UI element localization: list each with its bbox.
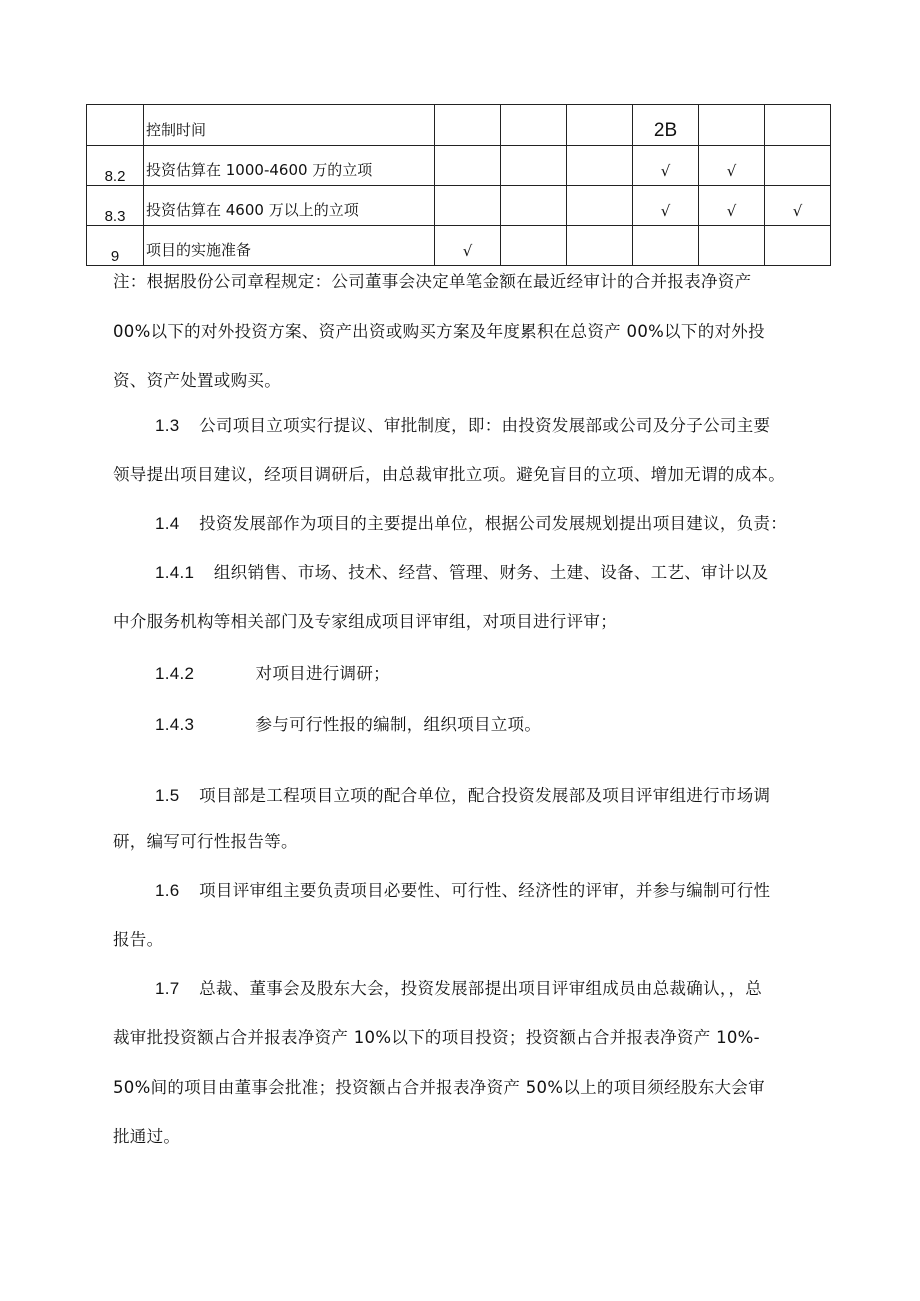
- section-number: 1.3: [155, 416, 180, 435]
- check-cell: √: [435, 226, 501, 266]
- section-1-7-line-4: 批通过。: [113, 1127, 181, 1146]
- note-line-1: 注：根据股份公司章程规定：公司董事会决定单笔金额在最近经审计的合并报表净资产: [113, 272, 752, 291]
- row-number: [87, 105, 144, 146]
- section-1-7-line-3: 50%间的项目由董事会批准；投资额占合并报表净资产 50%以上的项目须经股东大会审: [113, 1078, 765, 1097]
- table-cell: [501, 226, 567, 266]
- table-cell: [501, 186, 567, 226]
- table-cell: [699, 105, 765, 146]
- table-cell: [435, 186, 501, 226]
- table-cell: [765, 146, 831, 186]
- table-cell: [567, 146, 633, 186]
- table-cell: [567, 226, 633, 266]
- section-number: 1.4: [155, 514, 180, 533]
- section-number: 1.5: [155, 786, 180, 805]
- check-cell: √: [699, 146, 765, 186]
- section-1-7: [155, 975, 920, 999]
- row-number: 8.2: [87, 146, 144, 186]
- section-number: 1.4.2: [155, 664, 195, 683]
- row-item: 投资估算在 4600 万以上的立项: [144, 186, 435, 226]
- row-item: 投资估算在 1000-4600 万的立项: [144, 146, 435, 186]
- table-cell: [435, 105, 501, 146]
- section-text: 总裁、董事会及股东大会，投资发展部提出项目评审组成员由总裁确认，，总: [199, 979, 763, 998]
- section-1-6: [155, 877, 920, 901]
- table-row: [87, 226, 831, 266]
- section-1-4: [155, 510, 920, 534]
- section-text: 对项目进行调研；: [255, 664, 390, 683]
- section-1-3-line-2: 领导提出项目建议，经项目调研后，由总裁审批立项。避免盲目的立项、增加无谓的成本。: [113, 465, 785, 484]
- section-text: 项目评审组主要负责项目必要性、可行性、经济性的评审，并参与编制可行性: [199, 881, 771, 900]
- section-number: 1.4.1: [155, 563, 195, 582]
- section-text: 参与可行性报的编制，组织项目立项。: [255, 715, 542, 734]
- table-cell: [501, 146, 567, 186]
- table-cell: [765, 226, 831, 266]
- section-1-5-line-2: 研，编写可行性报告等。: [113, 832, 298, 851]
- row-item: 项目的实施准备: [144, 226, 435, 266]
- table-cell: [765, 105, 831, 146]
- section-1-7-line-2: 裁审批投资额占合并报表净资产 10%以下的项目投资；投资额占合并报表净资产 10%-: [113, 1028, 760, 1047]
- row-number: 8.3: [87, 186, 144, 226]
- row-number: 9: [87, 226, 144, 266]
- table-cell: [501, 105, 567, 146]
- section-text: 组织销售、市场、技术、经营、管理、财务、土建、设备、工艺、审计以及: [213, 563, 769, 582]
- section-1-6-line-2: 报告。: [113, 930, 164, 949]
- table-cell: [699, 226, 765, 266]
- table-cell: [567, 186, 633, 226]
- approval-table: [86, 104, 831, 266]
- check-cell: √: [633, 146, 699, 186]
- section-number: 1.4.3: [155, 715, 195, 734]
- table-cell: 2B: [633, 105, 699, 146]
- section-1-4-1: [155, 559, 920, 583]
- table-cell: [435, 146, 501, 186]
- row-item: 控制时间: [144, 105, 435, 146]
- section-1-4-3: [155, 711, 920, 735]
- note-line-3: 资、资产处置或购买。: [113, 371, 281, 390]
- section-1-4-2: [155, 660, 920, 684]
- section-1-5: [155, 782, 920, 806]
- section-1-3: [155, 412, 920, 436]
- check-cell: √: [765, 186, 831, 226]
- section-text: 公司项目立项实行提议、审批制度，即：由投资发展部或公司及分子公司主要: [199, 416, 771, 435]
- check-cell: √: [699, 186, 765, 226]
- section-number: 1.6: [155, 881, 180, 900]
- section-text: 项目部是工程项目立项的配合单位，配合投资发展部及项目评审组进行市场调: [199, 786, 771, 805]
- note-line-2: 00%以下的对外投资方案、资产出资或购买方案及年度累积在总资产 00%以下的对外投: [113, 322, 765, 341]
- table-cell: [633, 226, 699, 266]
- table-row: [87, 146, 831, 186]
- section-text: 投资发展部作为项目的主要提出单位，根据公司发展规划提出项目建议，负责：: [199, 514, 788, 533]
- section-number: 1.7: [155, 979, 180, 998]
- section-1-4-1-line-2: 中介服务机构等相关部门及专家组成项目评审组，对项目进行评审；: [113, 612, 617, 631]
- table-row: [87, 186, 831, 226]
- table-row: [87, 105, 831, 146]
- table-cell: [567, 105, 633, 146]
- check-cell: √: [633, 186, 699, 226]
